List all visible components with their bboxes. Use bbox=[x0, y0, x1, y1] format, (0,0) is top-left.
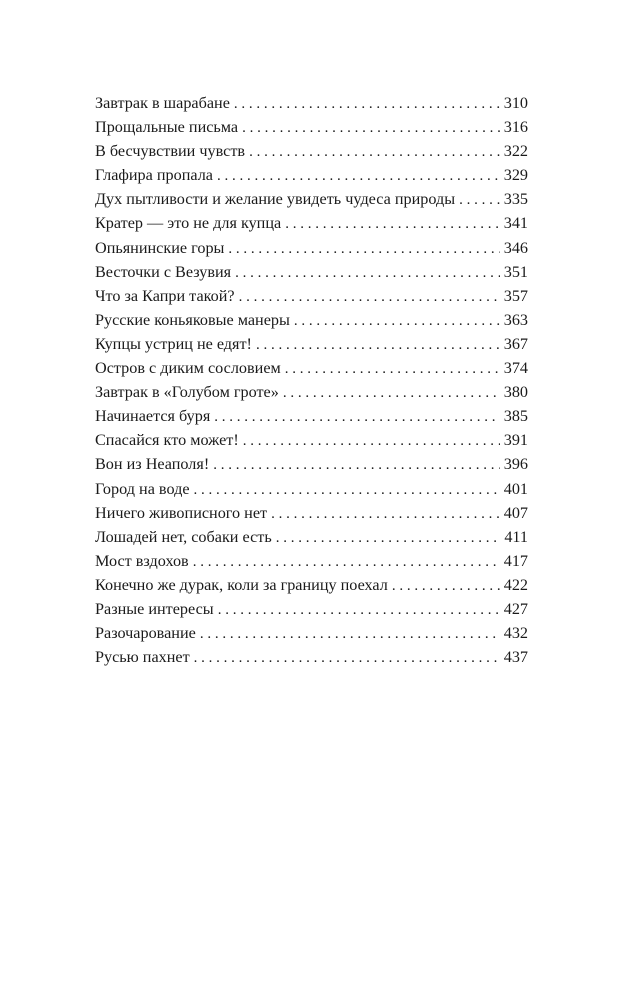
toc-entry-title: В бесчувствии чувств bbox=[95, 142, 246, 161]
toc-entry-title: Что за Капри такой? bbox=[95, 286, 235, 305]
toc-entry-page-number: 374 bbox=[503, 359, 528, 378]
toc-dot-leader bbox=[271, 502, 500, 526]
toc-dot-leader bbox=[218, 598, 500, 622]
toc-entry bbox=[95, 645, 528, 669]
toc-entry-title: Завтрак в «Голубом гроте» bbox=[95, 383, 279, 402]
toc-entry-title: Купцы устриц не едят! bbox=[95, 334, 252, 353]
toc-entry bbox=[95, 621, 528, 645]
toc-entry-title: Кратер — это не для купца bbox=[95, 214, 282, 233]
toc-entry bbox=[95, 428, 528, 452]
toc-dot-leader bbox=[242, 116, 500, 140]
toc-dot-leader bbox=[285, 357, 500, 381]
toc-entry-page-number: 363 bbox=[503, 310, 528, 329]
toc-dot-leader bbox=[249, 140, 500, 164]
toc-entry bbox=[95, 380, 528, 404]
toc-entry bbox=[95, 549, 528, 573]
toc-entry-title: Город на воде bbox=[95, 479, 190, 498]
toc-entry bbox=[95, 477, 528, 501]
toc-dot-leader bbox=[200, 622, 500, 646]
toc-entry bbox=[95, 115, 528, 139]
toc-entry-page-number: 346 bbox=[503, 238, 528, 257]
toc-dot-leader bbox=[283, 381, 500, 405]
toc-entry bbox=[95, 332, 528, 356]
toc-entry-title: Мост вздохов bbox=[95, 551, 189, 570]
toc-entry bbox=[95, 573, 528, 597]
toc-entry-page-number: 380 bbox=[503, 383, 528, 402]
toc-entry bbox=[95, 501, 528, 525]
toc-dot-leader bbox=[228, 237, 499, 261]
toc-entry-page-number: 437 bbox=[503, 648, 528, 667]
toc-entry-page-number: 367 bbox=[503, 334, 528, 353]
toc-entry-page-number: 407 bbox=[503, 503, 528, 522]
toc-dot-leader bbox=[239, 285, 500, 309]
toc-entry-page-number: 322 bbox=[503, 142, 528, 161]
toc-entry-title: Начинается буря bbox=[95, 407, 211, 426]
toc-entry-page-number: 401 bbox=[503, 479, 528, 498]
toc-entry bbox=[95, 211, 528, 235]
toc-dot-leader bbox=[294, 309, 500, 333]
toc-entry-page-number: 422 bbox=[503, 575, 528, 594]
toc-dot-leader bbox=[193, 550, 500, 574]
toc-entry-title: Ничего живописного нет bbox=[95, 503, 268, 522]
toc-entry-page-number: 411 bbox=[504, 527, 528, 546]
toc-entry-page-number: 335 bbox=[503, 190, 528, 209]
toc-entry-title: Разные интересы bbox=[95, 599, 214, 618]
toc-dot-leader bbox=[235, 261, 500, 285]
toc-entry-title: Русью пахнет bbox=[95, 648, 190, 667]
toc-entry-page-number: 417 bbox=[503, 551, 528, 570]
toc-entry bbox=[95, 260, 528, 284]
toc-entry bbox=[95, 139, 528, 163]
toc-entry-title: Глафира пропала bbox=[95, 166, 213, 185]
toc-entry-page-number: 351 bbox=[503, 262, 528, 281]
toc-dot-leader bbox=[194, 646, 500, 670]
toc-dot-leader bbox=[256, 333, 500, 357]
toc-entry bbox=[95, 236, 528, 260]
toc-entry-title: Весточки с Везувия bbox=[95, 262, 232, 281]
toc-entry-page-number: 385 bbox=[503, 407, 528, 426]
toc-entry-page-number: 341 bbox=[503, 214, 528, 233]
toc-entry-title: Русские коньяковые манеры bbox=[95, 310, 290, 329]
toc-entry bbox=[95, 91, 528, 115]
toc-dot-leader bbox=[276, 526, 501, 550]
toc-entry bbox=[95, 356, 528, 380]
toc-dot-leader bbox=[194, 478, 500, 502]
toc-entry-title: Прощальные письма bbox=[95, 118, 239, 137]
toc-entry-title: Дух пытливости и желание увидеть чудеса природы bbox=[95, 190, 456, 209]
toc-entry bbox=[95, 163, 528, 187]
toc-entry bbox=[95, 452, 528, 476]
toc-entry-title: Опьянинские горы bbox=[95, 238, 225, 257]
toc-entry-page-number: 396 bbox=[503, 455, 528, 474]
table-of-contents bbox=[95, 91, 528, 669]
toc-dot-leader bbox=[285, 212, 500, 236]
toc-entry-page-number: 427 bbox=[503, 599, 528, 618]
toc-entry-title: Остров с диким сословием bbox=[95, 359, 281, 378]
toc-entry-title: Лошадей нет, собаки есть bbox=[95, 527, 272, 546]
toc-entry bbox=[95, 284, 528, 308]
toc-dot-leader bbox=[459, 188, 500, 212]
toc-entry bbox=[95, 597, 528, 621]
toc-entry-page-number: 357 bbox=[503, 286, 528, 305]
toc-dot-leader bbox=[213, 453, 500, 477]
toc-entry-title: Завтрак в шарабане bbox=[95, 94, 230, 112]
toc-entry bbox=[95, 308, 528, 332]
toc-entry bbox=[95, 525, 528, 549]
toc-entry-page-number: 329 bbox=[503, 166, 528, 185]
toc-dot-leader bbox=[392, 574, 500, 598]
toc-entry-title: Вон из Неаполя! bbox=[95, 455, 210, 474]
toc-dot-leader bbox=[217, 164, 500, 188]
toc-entry bbox=[95, 404, 528, 428]
toc-entry-page-number: 432 bbox=[503, 624, 528, 643]
toc-entry-page-number: 310 bbox=[503, 94, 528, 112]
toc-dot-leader bbox=[243, 429, 500, 453]
toc-dot-leader bbox=[234, 92, 500, 116]
toc-entry-title: Разочарование bbox=[95, 624, 196, 643]
toc-entry-title: Спасайся кто может! bbox=[95, 431, 239, 450]
toc-dot-leader bbox=[214, 405, 499, 429]
toc-entry-page-number: 316 bbox=[503, 118, 528, 137]
toc-entry-title: Конечно же дурак, коли за границу поехал bbox=[95, 575, 388, 594]
toc-entry-page-number: 391 bbox=[503, 431, 528, 450]
toc-entry bbox=[95, 187, 528, 211]
